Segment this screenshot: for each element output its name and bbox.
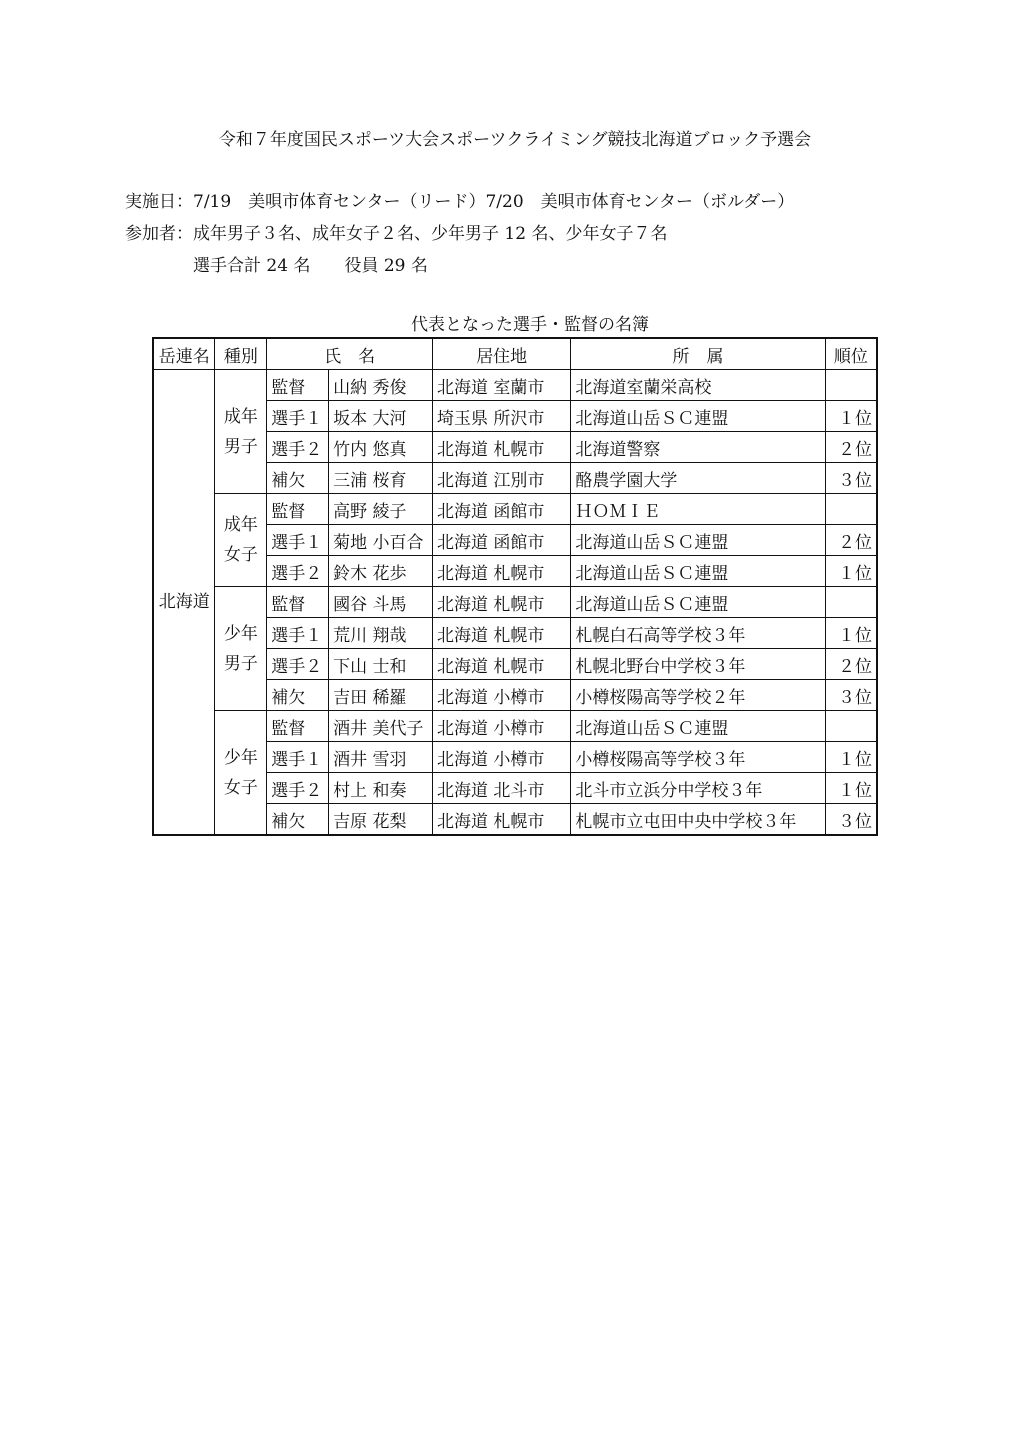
affiliation-cell: 北海道山岳ＳＣ連盟 xyxy=(571,401,825,432)
rank-cell xyxy=(825,370,877,401)
rank-cell xyxy=(825,494,877,525)
name-cell: 菊地 小百合 xyxy=(329,525,433,556)
name-cell: 山納 秀俊 xyxy=(329,370,433,401)
table-row xyxy=(153,494,877,525)
role-cell: 選手２ xyxy=(267,556,329,587)
role-cell: 監督 xyxy=(267,711,329,742)
name-cell: 坂本 大河 xyxy=(329,401,433,432)
category-label: 成年 xyxy=(223,406,258,427)
role-cell: 選手２ xyxy=(267,649,329,680)
header-category: 種別 xyxy=(215,338,267,370)
role-cell: 選手１ xyxy=(267,618,329,649)
federation-cell: 北海道 xyxy=(153,370,215,836)
role-cell: 選手２ xyxy=(267,773,329,804)
name-cell: 吉田 稀羅 xyxy=(329,680,433,711)
rank-cell: ２位 xyxy=(825,649,877,680)
residence-cell: 北海道 函館市 xyxy=(433,494,571,525)
role-cell: 補欠 xyxy=(267,463,329,494)
category-cell xyxy=(215,494,267,587)
role-cell: 選手１ xyxy=(267,742,329,773)
roster-table xyxy=(152,337,878,836)
header-federation: 岳連名 xyxy=(153,338,215,370)
category-cell xyxy=(215,587,267,711)
name-cell: 鈴木 花歩 xyxy=(329,556,433,587)
header-residence: 居住地 xyxy=(433,338,571,370)
category-label: 女子 xyxy=(223,777,258,798)
residence-cell: 北海道 江別市 xyxy=(433,463,571,494)
category-label: 女子 xyxy=(223,545,258,565)
name-cell: 高野 綾子 xyxy=(329,494,433,525)
name-cell: 國谷 斗馬 xyxy=(329,587,433,618)
name-cell: 三浦 桜育 xyxy=(329,463,433,494)
name-cell: 竹内 悠真 xyxy=(329,432,433,463)
name-cell: 酒井 美代子 xyxy=(329,711,433,742)
affiliation-cell: 小樽桜陽高等学校３年 xyxy=(571,742,825,773)
affiliation-cell: 小樽桜陽高等学校２年 xyxy=(571,680,825,711)
participant-totals: 選手合計 24 名 役員 29 名 xyxy=(193,256,428,276)
residence-cell: 北海道 札幌市 xyxy=(433,649,571,680)
event-dates: 実施日：7/19 美唄市体育センター（リード）7/20 美唄市体育センター（ボルダー） xyxy=(125,192,795,212)
header-affiliation: 所 属 xyxy=(571,338,825,370)
table-header-row xyxy=(153,338,877,370)
role-cell: 補欠 xyxy=(267,680,329,711)
residence-cell: 北海道 北斗市 xyxy=(433,773,571,804)
residence-cell: 北海道 札幌市 xyxy=(433,432,571,463)
name-cell: 下山 士和 xyxy=(329,649,433,680)
affiliation-cell: 北海道室蘭栄高校 xyxy=(571,370,825,401)
rank-cell: １位 xyxy=(825,773,877,804)
table-row xyxy=(153,370,877,401)
rank-cell: ３位 xyxy=(825,804,877,836)
roster-body xyxy=(153,370,877,836)
role-cell: 監督 xyxy=(267,587,329,618)
rank-cell xyxy=(825,711,877,742)
role-cell: 選手１ xyxy=(267,525,329,556)
category-label: 少年 xyxy=(223,623,258,644)
role-cell: 監督 xyxy=(267,494,329,525)
role-cell: 監督 xyxy=(267,370,329,401)
header-name: 氏 名 xyxy=(267,338,433,370)
residence-cell: 北海道 函館市 xyxy=(433,525,571,556)
residence-cell: 埼玉県 所沢市 xyxy=(433,401,571,432)
residence-cell: 北海道 小樽市 xyxy=(433,711,571,742)
rank-cell: ３位 xyxy=(825,680,877,711)
rank-cell: １位 xyxy=(825,618,877,649)
rank-cell: ２位 xyxy=(825,432,877,463)
category-cell xyxy=(215,370,267,494)
category-label: 男子 xyxy=(223,436,258,457)
rank-cell: ３位 xyxy=(825,463,877,494)
participant-counts: 参加者：成年男子３名、成年女子２名、少年男子 12 名、少年女子７名 xyxy=(125,224,668,244)
affiliation-cell: 北海道山岳ＳＣ連盟 xyxy=(571,587,825,618)
residence-cell: 北海道 札幌市 xyxy=(433,804,571,836)
header-rank: 順位 xyxy=(825,338,877,370)
affiliation-cell: 北海道山岳ＳＣ連盟 xyxy=(571,556,825,587)
affiliation-cell: 酪農学園大学 xyxy=(571,463,825,494)
affiliation-cell: 北海道山岳ＳＣ連盟 xyxy=(571,525,825,556)
category-label: 男子 xyxy=(223,653,258,674)
role-cell: 選手２ xyxy=(267,432,329,463)
table-row xyxy=(153,711,877,742)
category-label: 成年 xyxy=(223,515,258,535)
rank-cell: １位 xyxy=(825,556,877,587)
name-cell: 荒川 翔哉 xyxy=(329,618,433,649)
table-caption: 代表となった選手・監督の名簿 xyxy=(411,315,649,335)
category-cell xyxy=(215,711,267,836)
affiliation-cell: 札幌白石高等学校３年 xyxy=(571,618,825,649)
document-title: 令和７年度国民スポーツ大会スポーツクライミング競技北海道ブロック予選会 xyxy=(218,130,812,150)
role-cell: 選手１ xyxy=(267,401,329,432)
name-cell: 村上 和奏 xyxy=(329,773,433,804)
affiliation-cell: 札幌市立屯田中央中学校３年 xyxy=(571,804,825,836)
affiliation-cell: 北海道山岳ＳＣ連盟 xyxy=(571,711,825,742)
affiliation-cell: 北斗市立浜分中学校３年 xyxy=(571,773,825,804)
residence-cell: 北海道 札幌市 xyxy=(433,587,571,618)
affiliation-cell: 札幌北野台中学校３年 xyxy=(571,649,825,680)
residence-cell: 北海道 小樽市 xyxy=(433,742,571,773)
table-row xyxy=(153,587,877,618)
rank-cell xyxy=(825,587,877,618)
rank-cell: ２位 xyxy=(825,525,877,556)
affiliation-cell: 北海道警察 xyxy=(571,432,825,463)
rank-cell: １位 xyxy=(825,742,877,773)
residence-cell: 北海道 室蘭市 xyxy=(433,370,571,401)
rank-cell: １位 xyxy=(825,401,877,432)
affiliation-cell: ＨＯＭＩＥ xyxy=(571,494,825,525)
residence-cell: 北海道 札幌市 xyxy=(433,618,571,649)
residence-cell: 北海道 小樽市 xyxy=(433,680,571,711)
name-cell: 吉原 花梨 xyxy=(329,804,433,836)
name-cell: 酒井 雪羽 xyxy=(329,742,433,773)
role-cell: 補欠 xyxy=(267,804,329,836)
category-label: 少年 xyxy=(223,747,258,768)
residence-cell: 北海道 札幌市 xyxy=(433,556,571,587)
